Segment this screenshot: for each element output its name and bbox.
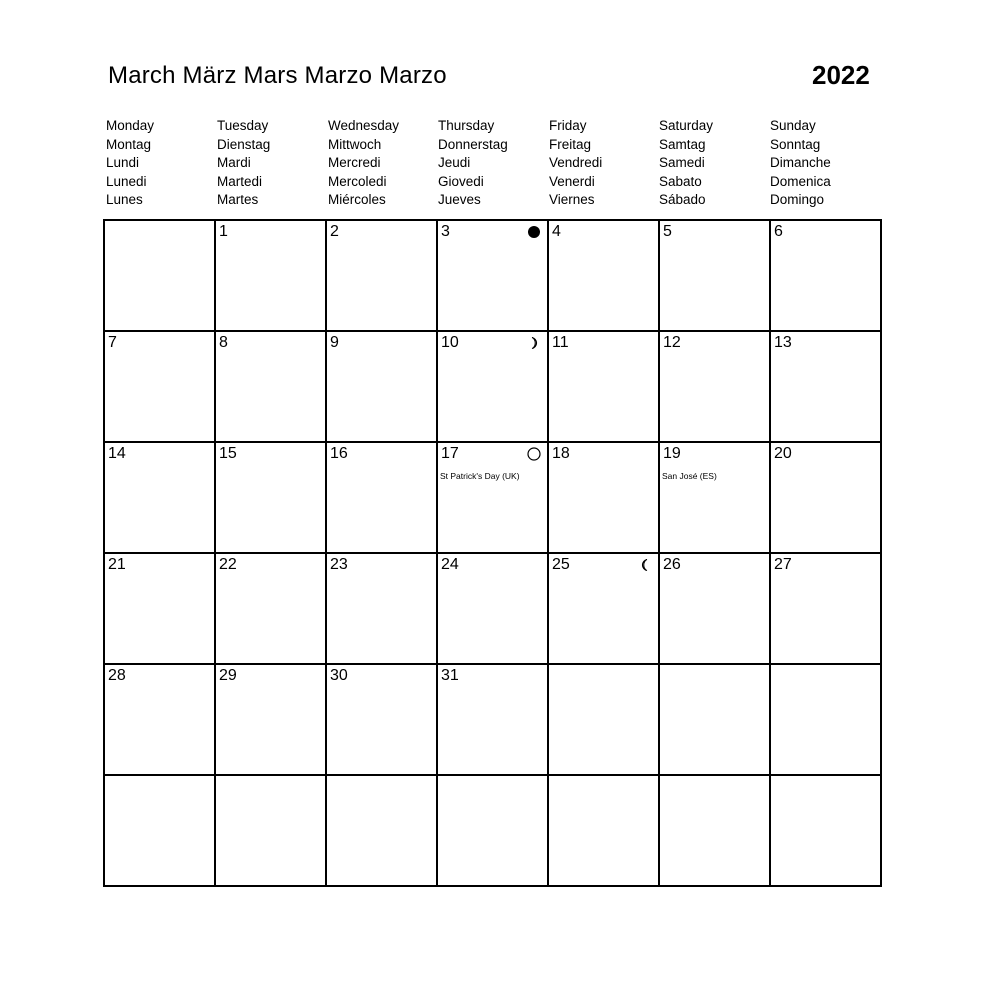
day-number: 3	[441, 223, 450, 240]
day-cell	[549, 332, 660, 443]
empty-cell	[771, 665, 882, 776]
day-number: 28	[108, 667, 126, 684]
day-number: 1	[219, 223, 228, 240]
weekday-name: Giovedi	[438, 173, 484, 189]
weekday-name: Saturday	[659, 118, 714, 133]
weekday-name: Tuesday	[217, 118, 269, 133]
day-cell	[549, 443, 660, 554]
weekday-name: Samtag	[659, 136, 706, 152]
empty-cell	[105, 776, 216, 887]
day-cell	[771, 221, 882, 332]
weekday-name: Friday	[549, 118, 587, 133]
week-row	[105, 665, 882, 776]
day-number: 2	[330, 223, 339, 240]
weekday-name: Mercredi	[328, 155, 381, 170]
day-cell	[438, 221, 549, 332]
day-cell	[438, 443, 549, 554]
weekday-name: Jeudi	[438, 155, 471, 170]
weekday-name: Montag	[106, 136, 152, 152]
day-number: 22	[219, 556, 237, 573]
day-number: 18	[552, 445, 570, 462]
day-cell	[660, 221, 771, 332]
day-number: 19	[663, 445, 681, 462]
weekday-name: Sonntag	[770, 136, 821, 152]
day-cell	[105, 554, 216, 665]
weekday-name: Thursday	[438, 118, 495, 133]
weekday-name: Sunday	[770, 118, 816, 133]
empty-cell	[438, 776, 549, 887]
empty-cell	[660, 776, 771, 887]
day-cell	[327, 665, 438, 776]
day-cell	[105, 665, 216, 776]
weekday-name: Dimanche	[770, 155, 831, 170]
holiday-label: San José (ES)	[662, 471, 717, 481]
day-cell	[549, 221, 660, 332]
day-number: 29	[219, 667, 237, 684]
day-cell	[438, 554, 549, 665]
day-cell	[216, 554, 327, 665]
day-cell	[105, 443, 216, 554]
day-number: 10	[441, 334, 459, 351]
day-number: 8	[219, 334, 228, 351]
day-cell	[105, 332, 216, 443]
day-cell	[216, 332, 327, 443]
day-number: 11	[552, 334, 569, 351]
day-number: 25	[552, 556, 570, 573]
day-number: 21	[108, 556, 126, 573]
week-row	[105, 332, 882, 443]
day-cell	[216, 443, 327, 554]
weekday-headers	[0, 117, 984, 211]
week-row	[105, 776, 882, 887]
day-number: 26	[663, 556, 681, 573]
day-number: 6	[774, 223, 783, 240]
empty-cell	[771, 776, 882, 887]
empty-cell	[327, 776, 438, 887]
day-cell	[660, 443, 771, 554]
week-row	[105, 443, 882, 554]
calendar-title: March März Mars Marzo Marzo	[108, 62, 447, 89]
day-number: 16	[330, 445, 348, 462]
day-cell	[660, 332, 771, 443]
weekday-name: Sabato	[659, 173, 702, 189]
new-moon-icon	[527, 225, 541, 239]
weekday-name: Lundi	[106, 155, 140, 170]
weekday-header	[328, 117, 438, 210]
weekday-name: Martes	[217, 192, 259, 207]
weekday-name: Domingo	[770, 192, 825, 207]
day-cell	[327, 332, 438, 443]
weekday-name: Venerdi	[549, 173, 595, 189]
weekday-name: Donnerstag	[438, 136, 508, 152]
weekday-header	[217, 117, 327, 210]
day-number: 4	[552, 223, 561, 240]
empty-cell	[549, 665, 660, 776]
day-number: 12	[663, 334, 681, 351]
day-number: 30	[330, 667, 348, 684]
day-cell	[327, 221, 438, 332]
day-cell	[771, 443, 882, 554]
weekday-name: Monday	[106, 118, 155, 133]
day-cell	[438, 665, 549, 776]
weekday-name: Jueves	[438, 192, 481, 207]
day-number: 5	[663, 223, 672, 240]
day-number: 31	[441, 667, 459, 684]
weekday-name: Domenica	[770, 173, 831, 189]
day-number: 13	[774, 334, 792, 351]
weekday-header	[438, 117, 548, 210]
weekday-name: Dienstag	[217, 136, 271, 152]
day-cell	[771, 554, 882, 665]
weekday-name: Viernes	[549, 192, 595, 207]
weekday-header	[549, 117, 659, 210]
empty-cell	[105, 221, 216, 332]
weekday-name: Miércoles	[328, 192, 386, 207]
day-cell	[771, 332, 882, 443]
weekday-header	[659, 117, 769, 210]
day-cell	[549, 554, 660, 665]
empty-cell	[549, 776, 660, 887]
day-number: 20	[774, 445, 792, 462]
day-cell	[216, 665, 327, 776]
weekday-header	[106, 117, 216, 210]
weekday-name: Freitag	[549, 136, 592, 152]
weekday-name: Lunedi	[106, 173, 147, 189]
day-cell	[216, 221, 327, 332]
day-number: 14	[108, 445, 126, 462]
weekday-name: Mercoledi	[328, 173, 387, 189]
weekday-header	[770, 117, 880, 210]
day-number: 17	[441, 445, 459, 462]
empty-cell	[660, 665, 771, 776]
day-number: 24	[441, 556, 459, 573]
full-moon-icon	[527, 447, 541, 461]
day-number: 23	[330, 556, 348, 573]
weekday-name: Wednesday	[328, 118, 400, 133]
week-row	[105, 221, 882, 332]
empty-cell	[216, 776, 327, 887]
holiday-label: St Patrick's Day (UK)	[440, 471, 520, 481]
day-number: 9	[330, 334, 339, 351]
day-cell	[327, 554, 438, 665]
day-number: 7	[108, 334, 117, 351]
day-number: 27	[774, 556, 792, 573]
day-cell	[327, 443, 438, 554]
day-cell	[438, 332, 549, 443]
last-quarter-moon-icon	[638, 558, 652, 572]
weekday-name: Martedi	[217, 173, 263, 189]
weekday-name: Samedi	[659, 155, 705, 170]
weekday-name: Sábado	[659, 192, 706, 207]
week-row	[105, 554, 882, 665]
weekday-name: Lunes	[106, 192, 143, 207]
weekday-name: Vendredi	[549, 155, 603, 170]
weekday-name: Mardi	[217, 155, 251, 170]
first-quarter-moon-icon	[527, 336, 541, 350]
calendar-grid	[103, 219, 882, 887]
day-number: 15	[219, 445, 237, 462]
weekday-name: Mittwoch	[328, 136, 382, 152]
calendar-year: 2022	[812, 60, 870, 90]
day-cell	[660, 554, 771, 665]
